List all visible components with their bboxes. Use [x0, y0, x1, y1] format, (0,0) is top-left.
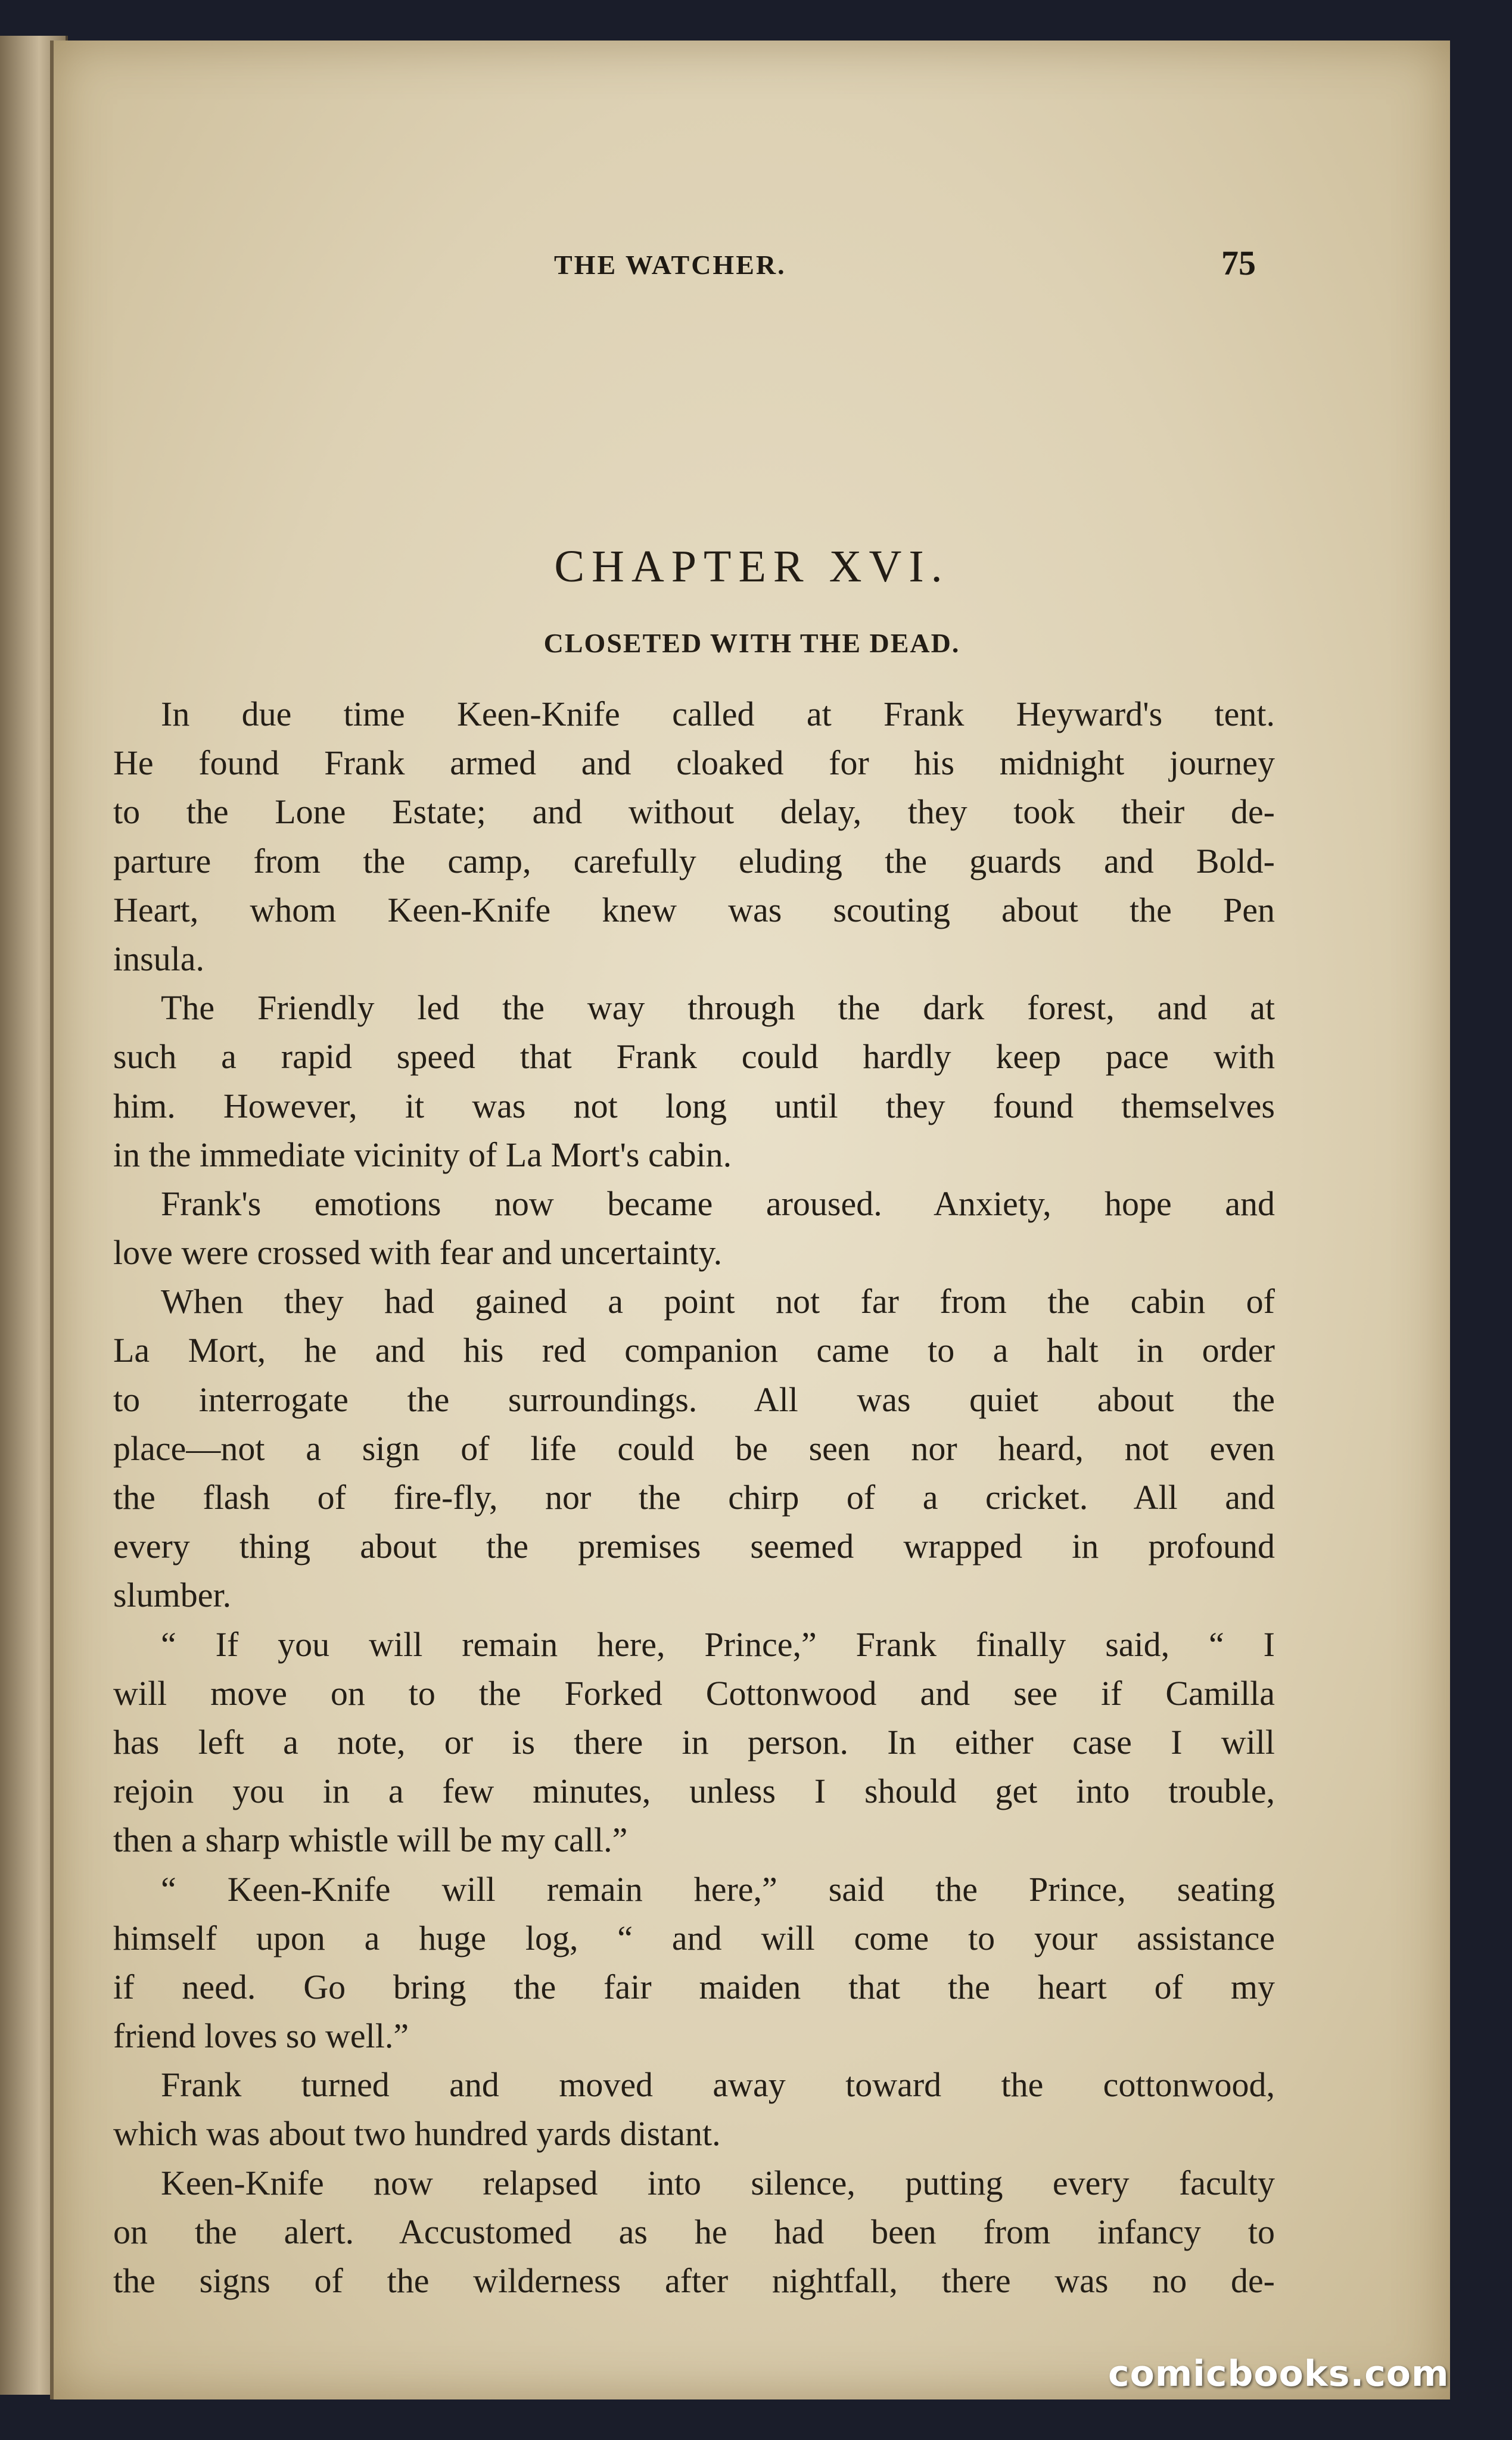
- chapter-subtitle: CLOSETED WITH THE DEAD.: [543, 628, 960, 658]
- text-line: “ Keen-Knife will remain here,” said the Prince, seating: [161, 1869, 1275, 1909]
- text-line: parture from the camp, carefully eluding the guards and Bold-: [113, 841, 1275, 880]
- text-line: Frank turned and moved away toward the cottonwood,: [161, 2065, 1275, 2105]
- text-line: in the immediate vicinity of La Mort's cabin.: [113, 1135, 732, 1174]
- body-text: [113, 690, 1275, 2305]
- text-line: The Friendly led the way through the dark forest, and at: [161, 988, 1275, 1028]
- text-line: rejoin you in a few minutes, unless I should get into trouble,: [113, 1772, 1275, 1811]
- text-line: which was about two hundred yards distant.: [113, 2114, 721, 2153]
- text-line: He found Frank armed and cloaked for his midnight journey: [113, 743, 1275, 783]
- text-line: to the Lone Estate; and without delay, they took their de-: [113, 792, 1275, 832]
- text-line: if need. Go bring the fair maiden that the heart of my: [113, 1967, 1275, 2006]
- watermark-logo: comicbooks.com: [1108, 2353, 1449, 2395]
- text-line: friend loves so well.”: [113, 2016, 409, 2056]
- text-line: himself upon a huge log, “ and will come to your assistance: [113, 1918, 1275, 1957]
- text-line: on the alert. Accustomed as he had been from infancy to: [113, 2212, 1275, 2251]
- text-line: will move on to the Forked Cottonwood and see if Camilla: [113, 1673, 1275, 1713]
- text-line: When they had gained a point not far from the cabin of: [161, 1282, 1275, 1321]
- running-head: THE WATCHER.: [554, 250, 786, 280]
- text-line: every thing about the premises seemed wrapped in profound: [113, 1527, 1275, 1566]
- text-line: slumber.: [113, 1576, 232, 1615]
- book-page: [50, 41, 1450, 2399]
- text-line: the signs of the wilderness after nightfall, there was no de-: [113, 2261, 1275, 2300]
- text-line: to interrogate the surroundings. All was quiet about the: [113, 1380, 1275, 1419]
- page-header: [54, 237, 1450, 297]
- chapter-title: CHAPTER XVI.: [554, 541, 950, 592]
- text-line: such a rapid speed that Frank could hardly keep pace with: [113, 1037, 1275, 1076]
- text-line: has left a note, or is there in person. In either case I will: [113, 1722, 1275, 1761]
- text-line: the flash of fire-fly, nor the chirp of a cricket. All and: [113, 1478, 1275, 1517]
- text-line: La Mort, he and his red companion came to a halt in order: [113, 1331, 1275, 1370]
- text-line: place—not a sign of life could be seen nor heard, not even: [113, 1428, 1275, 1468]
- text-line: In due time Keen-Knife called at Frank Heyward's tent.: [161, 695, 1275, 733]
- text-line: then a sharp whistle will be my call.”: [113, 1820, 628, 1860]
- text-line: insula.: [113, 939, 205, 978]
- text-line: Frank's emotions now became aroused. Anxiety, hope and: [161, 1184, 1275, 1223]
- text-line: Heart, whom Keen-Knife knew was scouting about the Pen: [113, 890, 1275, 929]
- text-line: love were crossed with fear and uncertainty.: [113, 1233, 723, 1272]
- text-line: “ If you will remain here, Prince,” Frank finally said, “ I: [161, 1624, 1275, 1664]
- text-line: him. However, it was not long until they found themselves: [113, 1086, 1275, 1125]
- text-line: Keen-Knife now relapsed into silence, putting every faculty: [161, 2163, 1275, 2202]
- page-number: 75: [1221, 244, 1256, 282]
